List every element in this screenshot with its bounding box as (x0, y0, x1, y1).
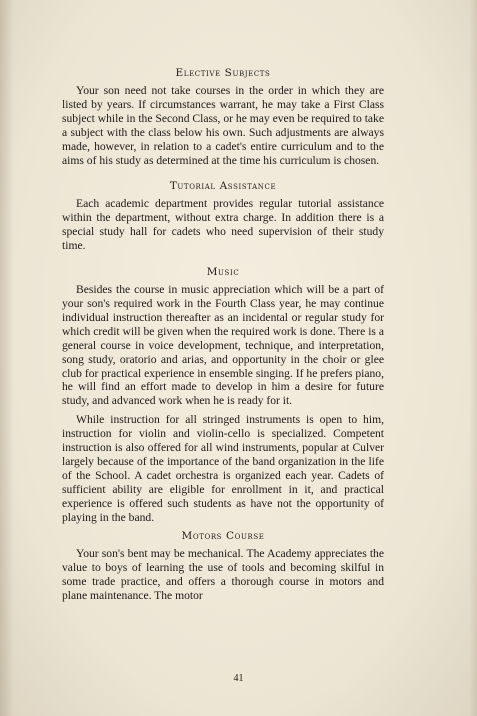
paragraph-elective-subjects: Your son need not take courses in the order in which they are listed by years. If circumstances warrant, he may take a First Class subject while in the Second Class, or he may even be required to take a subject with the class below his own. Such adjustments are always made, however, in relation to a cadet's entire curriculum and to the aims of his study as determined at the time his curriculum is chosen. (62, 84, 384, 167)
paragraph-motors-course: Your son's bent may be mechanical. The Academy appreciates the value to boys of learning the use of tools and becoming skilful in some trade practice, and offers a thorough course in motors and plane maintenance. The motor (62, 547, 384, 603)
page-content (62, 66, 384, 605)
paragraph-music-2: While instruction for all stringed instruments is open to him, instruction for violin and violin-cello is specialized. Competent instruction is also offered for all wind instruments, popular at Culver largely because of the importance of the band organization in the life of the School. A cadet orchestra is organized each year. Cadets of sufficient ability are eligible for enrollment in it, and practical experience is offered such students as have not the opportunity of playing in the band. (62, 413, 384, 524)
heading-motors-course: Motors Course (181, 530, 265, 543)
paragraph-music-1: Besides the course in music appreciation which will be a part of your son's required work in the Fourth Class year, he may continue individual instruction thereafter as an incidental or regular study for which credit will be given when the required work is done. There is a general course in voice development, technique, and interpretation, song study, oratorio and arias, and opportunity in the choir or glee club for practical experience in ensemble singing. If he prefers piano, he will find an effort made to develop in him a desire for future study, and advanced work when he is ready for it. (62, 283, 384, 408)
heading-music: Music (206, 266, 240, 279)
page-number: 41 (233, 673, 244, 684)
heading-tutorial-assistance: Tutorial Assistance (169, 180, 277, 193)
heading-elective-subjects: Elective Subjects (175, 67, 271, 79)
paragraph-tutorial-assistance: Each academic department provides regular tutorial assistance within the department, without extra charge. In addition there is a special study hall for cadets who need supervision of their study time. (62, 197, 384, 253)
